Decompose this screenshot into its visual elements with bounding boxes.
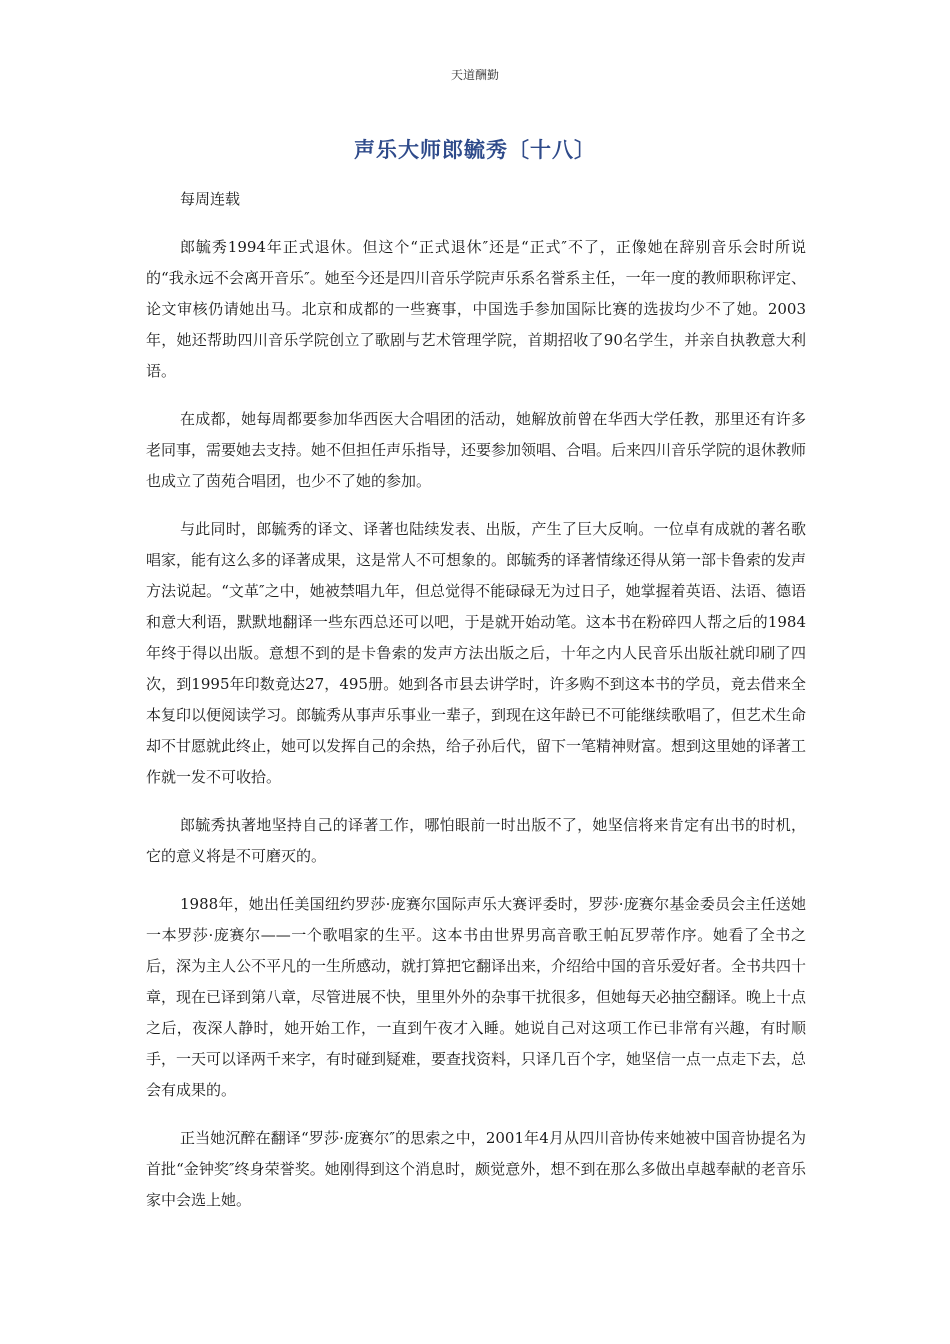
article-subtitle: 每周连载 (180, 190, 241, 208)
paragraph: 郎毓秀执著地坚持自己的译著工作，哪怕眼前一时出版不了，她坚信将来肯定有出书的时机，它的意义将是不可磨灭的。 (146, 816, 806, 865)
paragraph: 郎毓秀1994年正式退休。但这个“正式退休″还是“正式″不了，正像她在辞别音乐会时所说的“我永远不会离开音乐″。她至今还是四川音乐学院声乐系名誉系主任，一年一度的教师职称评定、论文审核仍请她出马。北京和成都的一些赛事，中国选手参加国际比赛的选拔均少不了她。2003年，她还帮助四川音乐学院创立了歌剧与艺术管理学院，首期招收了90名学生，并亲自执教意大利语。 (146, 238, 806, 380)
paragraph: 1988年，她出任美国纽约罗莎·庞赛尔国际声乐大赛评委时，罗莎·庞赛尔基金委员会主任送她一本罗莎·庞赛尔——一个歌唱家的生平。这本书由世界男高音歌王帕瓦罗蒂作序。她看了全书之后，深为主人公不平凡的一生所感动，就打算把它翻译出来，介绍给中国的音乐爱好者。全书共四十章，现在已译到第八章，尽管进展不快，里里外外的杂事干扰很多，但她每天必抽空翻译。晚上十点之后，夜深人静时，她开始工作，一直到午夜才入睡。她说自己对这项工作已非常有兴趣，有时顺手，一天可以译两千来字，有时碰到疑难，要查找资料，只译几百个字，她坚信一点一点走下去，总会有成果的。 (146, 895, 807, 1099)
article-title: 声乐大师郎毓秀〔十八〕 (354, 138, 596, 162)
page-header: 天道酬勤 (450, 68, 499, 82)
paragraph: 在成都，她每周都要参加华西医大合唱团的活动，她解放前曾在华西大学任教，那里还有许多老同事，需要她去支持。她不但担任声乐指导，还要参加领唱、合唱。后来四川音乐学院的退休教师也成立了茵苑合唱团，也少不了她的参加。 (146, 410, 807, 490)
paragraph: 与此同时，郎毓秀的译文、译著也陆续发表、出版，产生了巨大反响。一位卓有成就的著名歌唱家，能有这么多的译著成果，这是常人不可想象的。郎毓秀的译著情缘还得从第一部卡鲁索的发声方法说起。“文革″之中，她被禁唱九年，但总觉得不能碌碌无为过日子，她掌握着英语、法语、德语和意大利语，默默地翻译一些东西总还可以吧，于是就开始动笔。这本书在粉碎四人帮之后的1984年终于得以出版。意想不到的是卡鲁索的发声方法出版之后，十年之内人民音乐出版社就印刷了四次，到1995年印数竟达27，495册。她到各市县去讲学时，许多购不到这本书的学员，竟去借来全本复印以便阅读学习。郎毓秀从事声乐事业一辈子，到现在这年龄已不可能继续歌唱了，但艺术生命却不甘愿就此终止，她可以发挥自己的余热，给子孙后代，留下一笔精神财富。想到这里她的译著工作就一发不可收拾。 (146, 520, 807, 786)
article-body (146, 184, 806, 1233)
paragraph: 正当她沉醉在翻译“罗莎·庞赛尔″的思索之中，2001年4月从四川音协传来她被中国音协提名为首批“金钟奖″终身荣誉奖。她刚得到这个消息时，颇觉意外，想不到在那么多做出卓越奉献的老音乐家中会选上她。 (146, 1129, 806, 1209)
